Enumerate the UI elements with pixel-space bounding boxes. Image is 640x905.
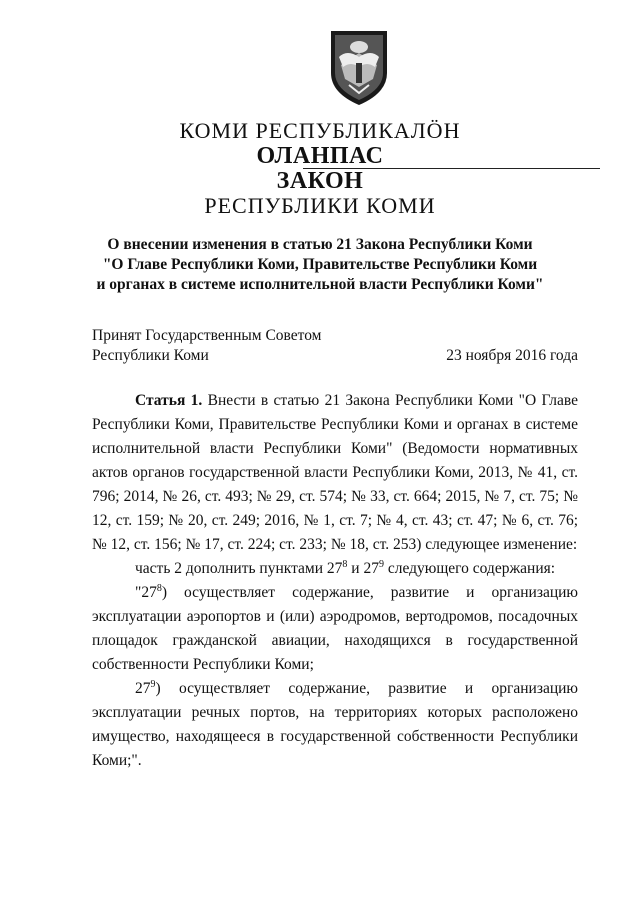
item2-prefix: 27 (135, 680, 151, 697)
law-title-line1: О внесении изменения в статью 21 Закона Республики Коми (107, 236, 533, 253)
adopted-line2: Республики Коми (92, 347, 209, 364)
adopted-line1: Принят Государственным Советом (92, 327, 322, 344)
law-title (60, 235, 580, 295)
article-text: Внести в статью 21 Закона Республики Коми "О Главе Республики Коми, Правительстве Республики Коми и органах в системе исполнительной власти Республики Коми" (Ведомости нормативных актов органов государственной власти Республики Коми, 2013, № 41, ст. 796; 2014, № 26, ст. 493; № 29, ст. 574; № 33, ст. 664; 2015, № 7, ст. 75; № 12, ст. 159; № 20, ст. 249; 2016, № 1, ст. 7; № 4, ст. 43; ст. 47; № 6, ст. 76; № 12, ст. 156; № 17, ст. 224; ст. 233; № 18, ст. 253) следующее изменение: (92, 392, 578, 553)
article-part (92, 557, 578, 581)
item1-prefix: "27 (135, 584, 157, 601)
part-text-a: часть 2 дополнить пунктами 27 (135, 560, 343, 577)
law-title-line3: и органах в системе исполнительной власти Республики Коми" (96, 276, 544, 293)
article-paragraph (92, 389, 578, 557)
header-republic: РЕСПУБЛИКИ КОМИ (204, 193, 436, 218)
item1-text: ) осуществляет содержание, развитие и организацию эксплуатации аэропортов и (или) аэродромов, вертодромов, посадочных площадок гражданской авиации, находящихся в государственной собственности Республики Коми; (92, 584, 578, 673)
part-sup-2: 9 (378, 558, 384, 570)
law-title-line2: "О Главе Республики Коми, Правительстве Республики Коми (102, 256, 538, 273)
part-text-c: следующего содержания: (383, 560, 556, 577)
item1-sup: 8 (156, 582, 162, 594)
header-zakon: ЗАКОН (276, 168, 364, 194)
header-olanpas: ОЛАНПАС (256, 143, 384, 169)
article-item-27-8 (92, 581, 578, 677)
part-text-b: и 27 (347, 560, 379, 577)
header-komi-language: КОМИ РЕСПУБЛИКАЛÖН (179, 118, 461, 143)
article-body (92, 389, 578, 773)
item2-text: ) осуществляет содержание, развитие и организацию эксплуатации речных портов, на территориях которых расположено имущество, находящееся в государственной собственности Республики Коми;". (92, 680, 578, 769)
coat-of-arms-emblem (327, 27, 391, 107)
article-label: Статья 1. (135, 392, 203, 409)
item2-sup: 9 (150, 678, 156, 690)
adopted-by (92, 326, 322, 366)
article-item-27-9 (92, 677, 578, 773)
part-sup-1: 8 (342, 558, 348, 570)
adoption-date: 23 ноября 2016 года (446, 347, 578, 364)
